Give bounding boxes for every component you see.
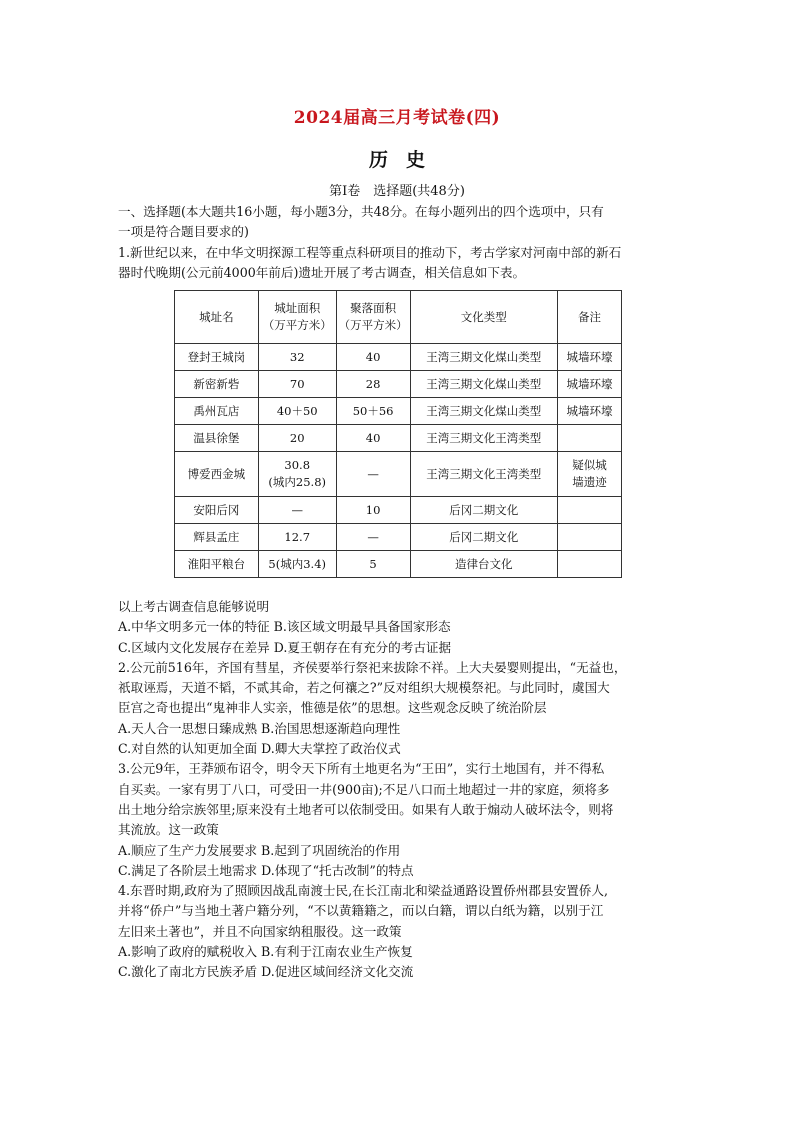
table-cell xyxy=(558,497,622,524)
table-cell: 城墙环壕 xyxy=(558,344,622,371)
table-cell: 淮阳平粮台 xyxy=(175,551,259,578)
question-1-tail xyxy=(118,597,680,983)
archaeology-table xyxy=(174,290,622,578)
table-cell: 王湾三期文化煤山类型 xyxy=(410,371,558,398)
section-heading: 第Ⅰ卷 选择题(共48分) xyxy=(329,184,465,199)
question-4-option-row: C.激化了南北方民族矛盾 D.促进区域间经济文化交流 xyxy=(118,964,414,980)
table-header-row xyxy=(175,291,622,344)
table-row xyxy=(175,371,622,398)
question-3-option-row: C.满足了各阶层土地需求 D.体现了“托古改制”的特点 xyxy=(118,862,414,878)
table-cell: 王湾三期文化王湾类型 xyxy=(410,425,558,452)
table-header-cell: 城址面积 （万平方米） xyxy=(258,291,336,344)
table-cell: 城墙环壕 xyxy=(558,371,622,398)
table-cell: 40＋50 xyxy=(258,398,336,425)
table-cell: 禹州瓦店 xyxy=(175,398,259,425)
table-cell: 10 xyxy=(336,497,410,524)
exam-title: 2024届高三月考试卷(四) xyxy=(293,108,501,128)
table-cell: 40 xyxy=(336,425,410,452)
table-cell: 40 xyxy=(336,344,410,371)
subject-title: 历史 xyxy=(368,149,443,171)
table-cell: 城墙环壕 xyxy=(558,398,622,425)
table-cell: — xyxy=(336,452,410,497)
table-header-cell: 备注 xyxy=(558,291,622,344)
question-1-prompt: 以上考古调查信息能够说明 xyxy=(118,599,270,614)
table-cell: 博爱西金城 xyxy=(175,452,259,497)
table-cell: 疑似城 墙遗迹 xyxy=(558,452,622,497)
table-cell: 12.7 xyxy=(258,524,336,551)
table-row xyxy=(175,425,622,452)
table-row xyxy=(175,497,622,524)
question-4-stem: 左旧来土著也”，并且不向国家纳租服役。这一政策 xyxy=(118,923,402,939)
table-cell: — xyxy=(258,497,336,524)
instructions xyxy=(118,202,680,283)
table-cell xyxy=(558,524,622,551)
question-2-stem: 臣宫之奇也提出“鬼神非人实亲，惟德是依”的思想。这些观念反映了统治阶层 xyxy=(118,700,547,716)
table-cell: 后冈二期文化 xyxy=(410,524,558,551)
question-4-stem: 并将“侨户”与当地土著户籍分列，“不以黄籍籍之，而以白籍，谓以白纸为籍，以别于江 xyxy=(118,903,604,919)
table-row xyxy=(175,398,622,425)
question-2-stem: 祇取诬焉，天道不韬，不贰其命，若之何禳之?”反对组织大规模祭祀。与此同时，虞国大 xyxy=(118,680,610,696)
question-3-stem: 其流放。这一政策 xyxy=(118,822,219,838)
table-row xyxy=(175,551,622,578)
table-header-cell: 城址名 xyxy=(175,291,259,344)
table-cell: 32 xyxy=(258,344,336,371)
question-3-stem: 出土地分给宗族邻里;原来没有土地者可以依制受田。如果有人敢于煽动人破坏法令，则将 xyxy=(118,801,614,817)
question-3-option-row: A.顺应了生产力发展要求 B.起到了巩固统治的作用 xyxy=(118,842,401,858)
question-2-option-row: C.对自然的认知更加全面 D.卿大夫掌控了政治仪式 xyxy=(118,741,401,757)
question-4-option-row: A.影响了政府的赋税收入 B.有利于江南农业生产恢复 xyxy=(118,944,413,960)
question-2-option-row: A.天人合一思想日臻成熟 B.治国思想逐渐趋向理性 xyxy=(118,720,401,736)
table-cell: 30.8 (城内25.8) xyxy=(258,452,336,497)
table-cell: 5 xyxy=(336,551,410,578)
question-3-stem: 3.公元9年，王莽颁布诏令，明令天下所有土地更名为“王田”，实行土地国有，并不得私 xyxy=(118,761,605,777)
table-cell xyxy=(558,425,622,452)
table-cell: 王湾三期文化王湾类型 xyxy=(410,452,558,497)
question-3-stem: 自买卖。一家有男丁八口，可受田一井(900亩);不足八口而土地超过一井的家庭，须将多 xyxy=(118,781,610,797)
table-header-cell: 文化类型 xyxy=(410,291,558,344)
question-4-stem: 4.东晋时期,政府为了照顾因战乱南渡士民,在长江南北和梁益通路设置侨州郡县安置侨人, xyxy=(118,883,608,899)
table-cell: 登封王城岗 xyxy=(175,344,259,371)
table-cell: — xyxy=(336,524,410,551)
table-cell: 王湾三期文化煤山类型 xyxy=(410,398,558,425)
question-1-option-row: A.中华文明多元一体的特征 B.该区域文明最早具备国家形态 xyxy=(118,619,451,635)
instructions-line: 一项是符合题目要求的) xyxy=(118,224,249,240)
table-cell: 温县徐堡 xyxy=(175,425,259,452)
table-cell: 安阳后冈 xyxy=(175,497,259,524)
table-row xyxy=(175,524,622,551)
table-cell: 王湾三期文化煤山类型 xyxy=(410,344,558,371)
table-cell: 新密新砦 xyxy=(175,371,259,398)
table-row xyxy=(175,452,622,497)
table-cell: 后冈二期文化 xyxy=(410,497,558,524)
table-cell: 28 xyxy=(336,371,410,398)
table-cell: 造律台文化 xyxy=(410,551,558,578)
table-cell: 辉县孟庄 xyxy=(175,524,259,551)
table-cell: 70 xyxy=(258,371,336,398)
question-1-stem: 器时代晚期(公元前4000年前后)遗址开展了考古调查，相关信息如下表。 xyxy=(118,264,526,280)
table-cell: 50＋56 xyxy=(336,398,410,425)
question-1-option-row: C.区域内文化发展存在差异 D.夏王朝存在有充分的考古证据 xyxy=(118,639,452,655)
table-cell: 5(城内3.4) xyxy=(258,551,336,578)
table-row xyxy=(175,344,622,371)
table-cell xyxy=(558,551,622,578)
question-1-stem: 1.新世纪以来，在中华文明探源工程等重点科研项目的推动下，考古学家对河南中部的新石 xyxy=(118,244,622,260)
table-header-cell: 聚落面积 （万平方米） xyxy=(336,291,410,344)
instructions-line: 一、选择题(本大题共16小题，每小题3分，共48分。在每小题列出的四个选项中，只有 xyxy=(118,204,604,219)
table-cell: 20 xyxy=(258,425,336,452)
question-2-stem: 2.公元前516年，齐国有彗星，齐侯要举行祭祀来拔除不祥。上大夫晏婴则提出，“无益也， xyxy=(118,659,627,675)
